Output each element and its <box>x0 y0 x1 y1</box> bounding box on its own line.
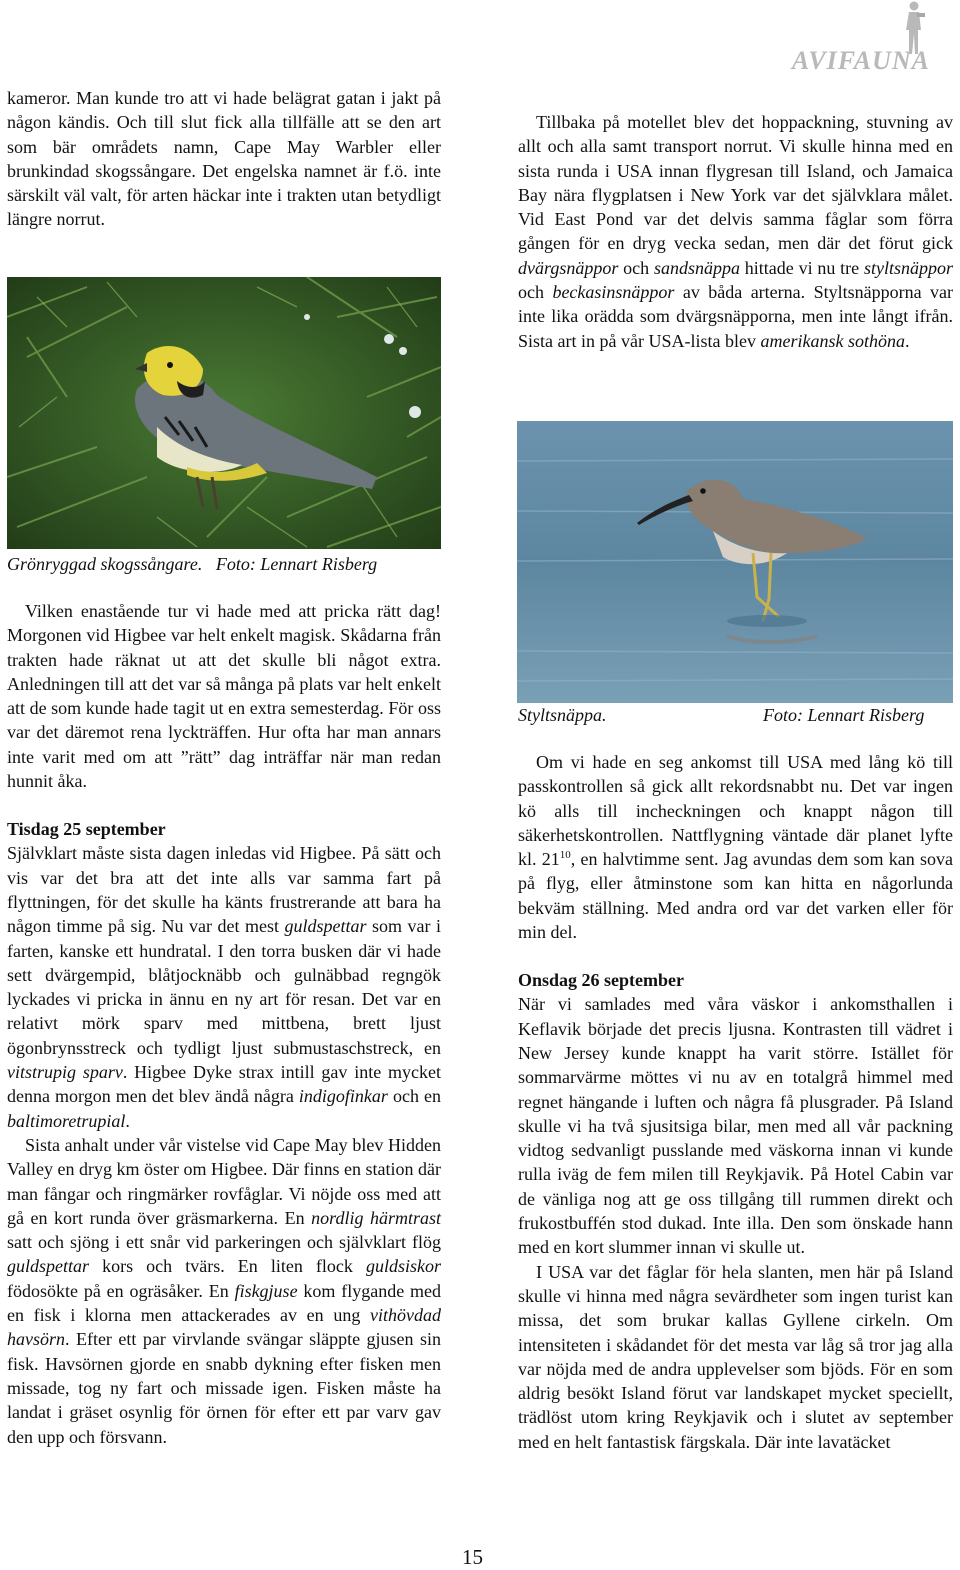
paragraph: I USA var det fåglar för hela slanten, men här på Island skulle vi hinna med några sevärdheter som ingen turist kan missa, det som brukar kallas Gyllene cirkeln. Om intensiteten i skådandet för det mesta var låg så tror jag alla var nöjda med de andra upplevelser som bjöds. För en som aldrig besökt Island förut var landskapet mycket speciellt, trädlöst utom kring Reykjavik och i slutet av september med en helt fantastisk färgskala. Där inte lavatäcket <box>518 1261 953 1452</box>
left-column-top <box>7 86 441 232</box>
heading-tuesday: Tisdag 25 september <box>7 819 166 840</box>
warbler-photo-caption <box>7 554 377 575</box>
caption-species: Grönryggad skogssångare. <box>7 554 203 574</box>
paragraph: Om vi hade en seg ankomst till USA med lång kö till passkontrollen så gick allt rekordsnabbt nu. Det var ingen kö alls till incheckningen och knappt någon till säkerhetskontrollen. Nattflygning väntade där planet lyfte kl. $21^{10}$, en halvtimme sent. Jag avundas dem som kan sova på flyg, eller åtminstone som kan hitta en någorlunda bekväm ställning. Med andra ord var det varken eller för min del. <box>518 752 953 943</box>
heading-wednesday: Onsdag 26 september <box>518 970 684 991</box>
paragraph: Tillbaka på motellet blev det hoppackning, stuvning av allt och alla samt transport norrut. Vi skulle hinna med en sista runda i USA innan flygresan till Island, och Jamaica Bay nära flygplatsen i New York var det självklara målet. Vid East Pond var det delvis samma fåglar som förra gången för en dryg vecka sedan, men där det förut gick dvärgsnäppor och sandsnäppa hittade vi nu tre styltsnäppor och beckasinsnäppor av båda arterna. Styltsnäpporna var inte lika orädda som dvärgsnäpporna, men inte långt ifrån. Sista art in på vår USA-lista blev amerikansk sothöna. <box>518 112 953 351</box>
paragraph: Vilken enastående tur vi hade med att pricka rätt dag! Morgonen vid Higbee var helt enkelt magisk. Skådarna från trakten hade räknat ut att det skulle bli något extra. Anledningen till att det var så många på plats var helt enkelt att de som kunde hade tagit ut en extra semesterdag. För oss var det däremot rena lyckträffen. Hur ofta har man annars inte varit med om att ”rätt” dag inträffar när man redan hunnit åka. <box>7 601 441 792</box>
stilt-sandpiper-photo <box>517 421 953 703</box>
paragraph: Sista anhalt under vår vistelse vid Cape May blev Hidden Valley en dryg km öster om Higbee. Där finns en station där man fångar och ringmärker rovfåglar. Vi nöjde oss med att gå en kort runda över gräsmarkerna. En nordlig härmtrast satt och sjöng i ett snår vid parkeringen och självklart flög guldspettar kors och tvärs. En liten flock guldsiskor födosökte på en ogräsåker. En fiskgjuse kom flygande med en fisk i klorna men attackerades av en ung vithövdad havsörn. Efter ett par virvlande svängar släppte gjusen sin fisk. Havsörnen gjorde en snabb dykning efter fisken men missade, tog ny fart och missade igen. Fisken måste ha landat i gräset osynlig för örnen för efter ett par varv gav den upp och försvann. <box>7 1134 441 1447</box>
avifauna-logo <box>750 0 930 80</box>
paragraph: kameror. Man kunde tro att vi hade belägrat gatan i jakt på någon kändis. Och till slut fick alla tillfälle att se den art som bär områdets namn, Cape May Warbler eller brunkindad skogssångare. Det engelska namnet är f.ö. inte särskilt väl valt, för arten häckar inte i trakten utan betydligt längre norrut. <box>7 88 441 230</box>
sandpiper-caption-species: Styltsnäppa. <box>518 705 607 725</box>
warbler-photo <box>7 277 441 549</box>
paragraph: Självklart måste sista dagen inledas vid Higbee. På sätt och vis var det bra att det inte alls var samma fart på flyttningen, för det skulle ha känts frustrerande att bara ha någon timme på sig. Nu var det mest guldspettar som var i farten, kanske ett hundratal. I den torra busken där vi hade sett dvärgempid, blåtjocknäbb och gulnäbbad regngök lyckades vi pricka in ännu en ny art för resan. Det var en relativt mörk sparv med mittbena, brett ljust ögonbrynsstreck och tydligt ljust submustaschstreck, en vitstrupig sparv. Higbee Dyke strax intill gav inte mycket denna morgon men det blev ändå några indigofinkar och en baltimoretrupial. <box>7 843 441 1131</box>
logo-text: AVIFAUNA <box>791 46 930 75</box>
right-column-main <box>518 750 953 1454</box>
left-column-main <box>7 599 441 1449</box>
caption-credit: Foto: Lennart Risberg <box>215 554 378 574</box>
paragraph: När vi samlades med våra väskor i ankomsthallen i Keflavik började det precis ljusna. Kontrasten till vädret i New Jersey kunde knappt ha varit större. Istället för sommarvärme möttes vi nu av en totalgrå himmel med regnet hängande i luften och några få plusgrader. På Island skulle vi ha två sjusitsiga bilar, men med all vår packning vidtog sedvanligt pusslande med väskorna innan vi kunde rulla iväg de fem milen till Reykjavik. På Hotel Cabin var de vänliga nog att ge oss tillgång till rummen direkt och frukostbuffén stod dukad. Inte illa. Den som önskade hann med en kort slummer innan vi skulle ut. <box>518 994 953 1258</box>
page-number: 15 <box>462 1545 483 1569</box>
sandpiper-caption-credit: Foto: Lennart Risberg <box>763 705 925 725</box>
right-column-top <box>518 110 953 353</box>
